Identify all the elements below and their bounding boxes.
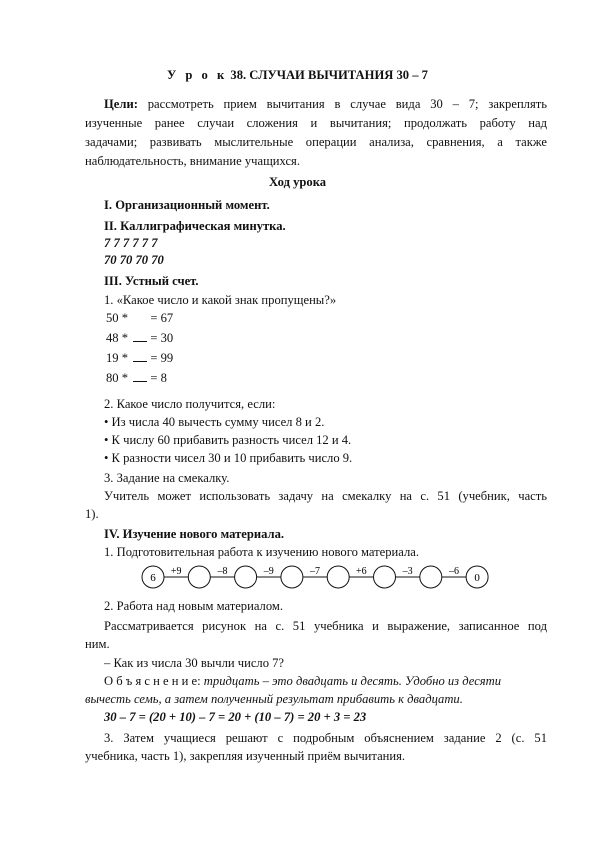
item-2-text: 2. Работа над новым материалом. xyxy=(104,599,284,613)
chain-operation-label: –7 xyxy=(310,566,321,577)
section-3-heading: III. Устный счет. xyxy=(104,274,199,288)
expression-right: = 67 xyxy=(150,311,174,325)
section-2-heading: II. Каллиграфическая минутка. xyxy=(104,219,286,233)
course-heading: Ход урока xyxy=(268,175,327,189)
goals-line-2: изученные ранее случаи сложения и вычитания; продолжать работу над xyxy=(85,116,547,130)
blank-box xyxy=(133,351,147,362)
chain-circle xyxy=(235,566,257,588)
expression-right: = 8 xyxy=(150,371,167,385)
expression-left: 50 * xyxy=(106,311,129,325)
expression-row xyxy=(106,370,167,386)
bullet-item: • К числу 60 прибавить разность чисел 12 и 4. xyxy=(104,433,352,447)
expression-left: 48 * xyxy=(106,331,129,345)
item-3-line-1: 3. Затем учащиеся решают с подробным объяснением задание 2 (с. 51 xyxy=(104,731,547,745)
task-3-line-2: 1). xyxy=(85,507,99,521)
expression-right: = 99 xyxy=(150,351,174,365)
chain-end-value: 0 xyxy=(474,572,480,584)
lesson-title-prefix: У р о к xyxy=(167,68,228,82)
goals-line-1 xyxy=(104,96,547,112)
expression-row xyxy=(106,330,173,346)
explanation-line-2: вычесть семь, а затем полученный результат прибавить к двадцати. xyxy=(85,692,463,706)
task-3-line-1: Учитель может использовать задачу на смекалку на с. 51 (учебник, часть xyxy=(104,489,547,503)
section-4-heading: IV. Изучение нового материала. xyxy=(104,527,285,541)
number-chain-diagram xyxy=(140,560,490,592)
expression-left: 19 * xyxy=(106,351,129,365)
item-3-line-2: учебника, часть 1), закрепляя изученный приём вычитания. xyxy=(85,749,406,763)
calligraphy-line-2: 70 70 70 70 xyxy=(104,253,164,267)
chain-circle xyxy=(188,566,210,588)
goals-text-1: рассмотреть прием вычитания в случае вида 30 – 7; закреплять xyxy=(147,97,548,111)
chain-operation-label: –6 xyxy=(448,566,459,577)
chain-operation-label: +9 xyxy=(170,566,182,577)
chain-circle xyxy=(327,566,349,588)
expression-right: = 30 xyxy=(150,331,174,345)
blank-box xyxy=(133,331,147,342)
task-2-text: 2. Какое число получится, если: xyxy=(104,397,276,411)
chain-start-value: 6 xyxy=(150,572,156,584)
item-2-line-2: ним. xyxy=(85,637,110,651)
goals-line-4: наблюдательность, внимание учащихся. xyxy=(85,154,300,168)
expression-left: 80 * xyxy=(106,371,129,385)
chain-operation-label: –9 xyxy=(263,566,274,577)
lesson-title-text: 38. СЛУЧАИ ВЫЧИТАНИЯ 30 – 7 xyxy=(230,68,428,82)
calligraphy-line-1: 7 7 7 7 7 7 xyxy=(104,236,158,250)
bullet-item: • Из числа 40 вычесть сумму чисел 8 и 2. xyxy=(104,415,325,429)
chain-circle xyxy=(374,566,396,588)
item-1-text: 1. Подготовительная работа к изучению нового материала. xyxy=(104,545,420,559)
explanation-label: О б ъ я с н е н и е: xyxy=(104,674,201,688)
task-1-text: 1. «Какое число и какой знак пропущены?» xyxy=(104,293,337,307)
chain-circle xyxy=(420,566,442,588)
goals-label: Цели: xyxy=(104,97,138,111)
explanation-text-1: тридцать – это двадцать и десять. Удобно из десяти xyxy=(203,674,502,688)
chain-operation-label: –3 xyxy=(402,566,413,577)
section-1-heading: I. Организационный момент. xyxy=(104,198,270,212)
question-text: – Как из числа 30 вычли число 7? xyxy=(104,656,285,670)
lesson-title xyxy=(0,67,595,83)
explanation-line-1 xyxy=(104,673,501,689)
chain-operation-label: +6 xyxy=(356,566,367,577)
formula-text: 30 – 7 = (20 + 10) – 7 = 20 + (10 – 7) = 20 + 3 = 23 xyxy=(104,710,367,724)
chain-operation-label: –8 xyxy=(217,566,228,577)
blank-box xyxy=(133,312,147,322)
bullet-item: • К разности чисел 30 и 10 прибавить число 9. xyxy=(104,451,353,465)
item-2-line-1: Рассматривается рисунок на с. 51 учебника и выражение, записанное под xyxy=(104,619,547,633)
expression-row xyxy=(106,310,173,326)
chain-circle xyxy=(281,566,303,588)
expression-row xyxy=(106,350,173,366)
blank-box xyxy=(133,371,147,382)
task-3-text: 3. Задание на смекалку. xyxy=(104,471,230,485)
goals-line-3: задачами; развивать мыслительные операции анализа, сравнения, а также xyxy=(85,135,547,149)
